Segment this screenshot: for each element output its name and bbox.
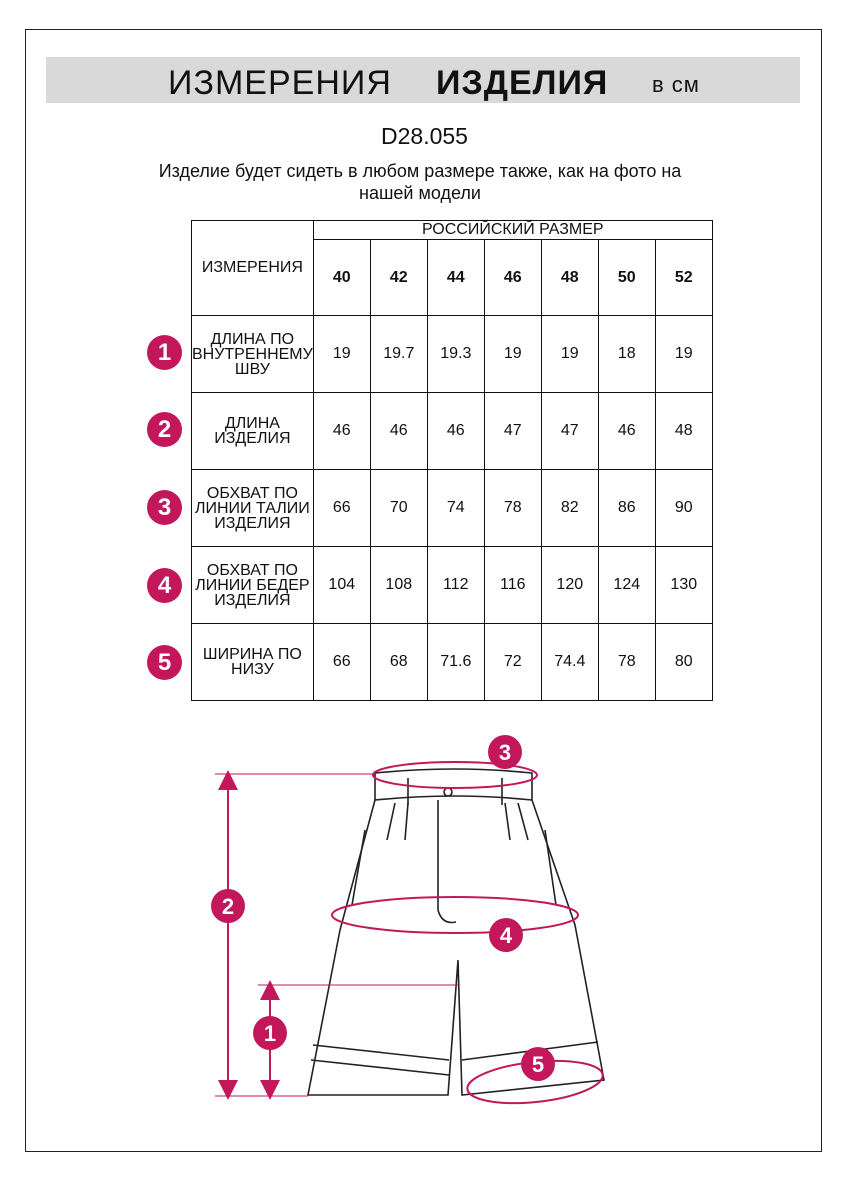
diagram-marker-4 bbox=[489, 918, 523, 952]
svg-text:2: 2 bbox=[221, 894, 235, 919]
fit-note: Изделие будет сидеть в любом размере также, как на фото на нашей модели bbox=[158, 161, 682, 203]
svg-text:1: 1 bbox=[263, 1021, 277, 1046]
table-cell: 66 bbox=[313, 470, 370, 547]
table-cell: 66 bbox=[313, 624, 370, 701]
table-cell: 19 bbox=[484, 316, 541, 393]
title-product: ИЗДЕЛИЯ bbox=[436, 64, 609, 102]
size-44: 44 bbox=[427, 240, 484, 316]
row-badge-1: 1 bbox=[147, 335, 182, 370]
measure-header: ИЗМЕРЕНИЯ bbox=[192, 221, 314, 316]
measure-name: ОБХВАТ ПО ЛИНИИ ТАЛИИ ИЗДЕЛИЯ bbox=[192, 470, 314, 547]
table-cell: 71.6 bbox=[427, 624, 484, 701]
table-cell: 46 bbox=[598, 393, 655, 470]
size-52: 52 bbox=[655, 240, 712, 316]
table-cell: 130 bbox=[655, 547, 712, 624]
table-cell: 80 bbox=[655, 624, 712, 701]
diagram-marker-2 bbox=[211, 889, 245, 923]
table-cell: 112 bbox=[427, 547, 484, 624]
table-cell: 47 bbox=[541, 393, 598, 470]
table-cell: 46 bbox=[427, 393, 484, 470]
diagram-marker-5 bbox=[521, 1047, 555, 1081]
table-cell: 19.7 bbox=[370, 316, 427, 393]
svg-text:3: 3 bbox=[498, 740, 512, 765]
row-badge-4: 4 bbox=[147, 568, 182, 603]
table-cell: 19 bbox=[313, 316, 370, 393]
size-42: 42 bbox=[370, 240, 427, 316]
size-40: 40 bbox=[313, 240, 370, 316]
table-cell: 46 bbox=[313, 393, 370, 470]
title-unit: в см bbox=[652, 72, 700, 97]
table-cell: 19.3 bbox=[427, 316, 484, 393]
measure-name: ОБХВАТ ПО ЛИНИИ БЕДЕР ИЗДЕЛИЯ bbox=[192, 547, 314, 624]
table-cell: 78 bbox=[484, 470, 541, 547]
row-badge-2: 2 bbox=[147, 412, 182, 447]
diagram-marker-1 bbox=[253, 1016, 287, 1050]
table-cell: 82 bbox=[541, 470, 598, 547]
diagram-marker-3 bbox=[488, 735, 522, 769]
table-cell: 74 bbox=[427, 470, 484, 547]
table-cell: 48 bbox=[655, 393, 712, 470]
table-cell: 120 bbox=[541, 547, 598, 624]
table-cell: 47 bbox=[484, 393, 541, 470]
measure-name: ДЛИНА ПО ВНУТРЕННЕМУ ШВУ bbox=[192, 316, 314, 393]
row-badge-5: 5 bbox=[147, 645, 182, 680]
table-cell: 46 bbox=[370, 393, 427, 470]
table-cell: 19 bbox=[655, 316, 712, 393]
table-cell: 72 bbox=[484, 624, 541, 701]
table-cell: 78 bbox=[598, 624, 655, 701]
table-cell: 18 bbox=[598, 316, 655, 393]
svg-text:4: 4 bbox=[499, 923, 513, 948]
table-cell: 116 bbox=[484, 547, 541, 624]
table-cell: 104 bbox=[313, 547, 370, 624]
table-cell: 108 bbox=[370, 547, 427, 624]
table-cell: 124 bbox=[598, 547, 655, 624]
table-cell: 86 bbox=[598, 470, 655, 547]
table-cell: 70 bbox=[370, 470, 427, 547]
table-cell: 68 bbox=[370, 624, 427, 701]
size-48: 48 bbox=[541, 240, 598, 316]
size-50: 50 bbox=[598, 240, 655, 316]
table-cell: 90 bbox=[655, 470, 712, 547]
size-46: 46 bbox=[484, 240, 541, 316]
table-cell: 74.4 bbox=[541, 624, 598, 701]
article-number: D28.055 bbox=[381, 123, 468, 149]
measure-name: ДЛИНА ИЗДЕЛИЯ bbox=[192, 393, 314, 470]
measure-name: ШИРИНА ПО НИЗУ bbox=[192, 624, 314, 701]
row-badge-3: 3 bbox=[147, 490, 182, 525]
title-measurements: ИЗМЕРЕНИЯ bbox=[168, 64, 392, 102]
svg-text:5: 5 bbox=[531, 1052, 545, 1077]
size-header: РОССИЙСКИЙ РАЗМЕР bbox=[313, 221, 712, 240]
table-cell: 19 bbox=[541, 316, 598, 393]
